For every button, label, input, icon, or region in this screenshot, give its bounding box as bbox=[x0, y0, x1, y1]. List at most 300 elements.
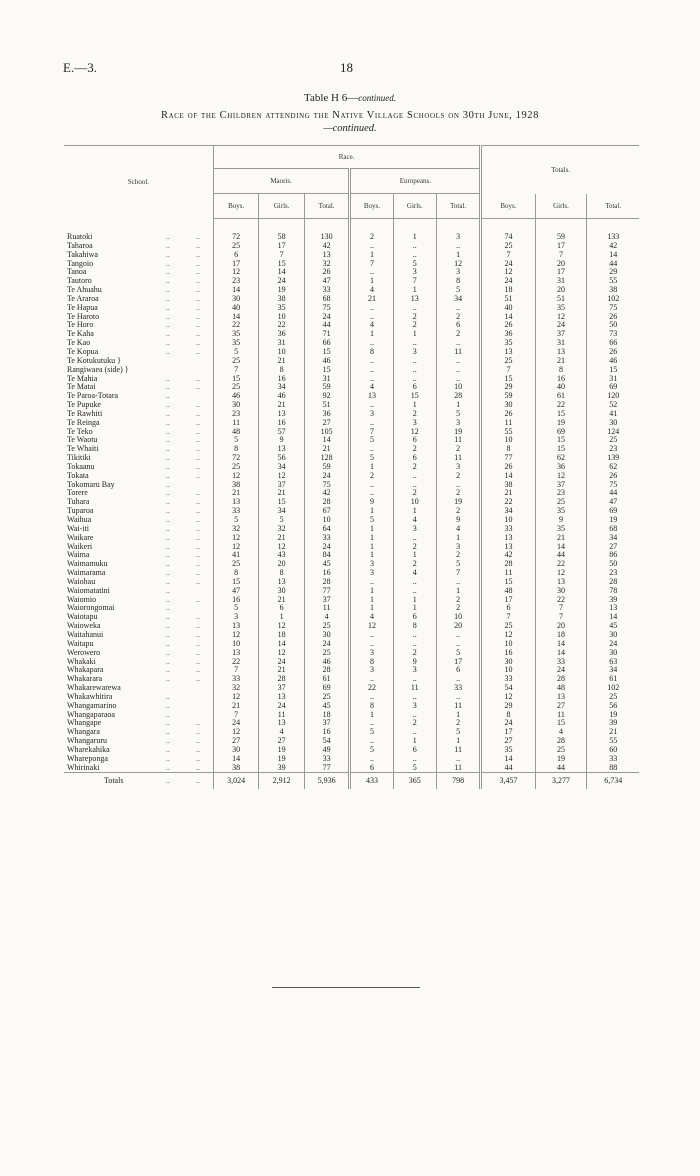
table-title bbox=[0, 92, 700, 104]
leader-dots: .. bbox=[196, 728, 200, 737]
totals-boys: 24 bbox=[481, 277, 535, 286]
maori-total: 54 bbox=[304, 737, 349, 746]
maori-girls: 13 bbox=[259, 445, 304, 454]
leader-dots bbox=[153, 684, 183, 693]
maori-total: 105 bbox=[304, 428, 349, 437]
leader-dots: .. bbox=[165, 259, 170, 268]
european-total: .. bbox=[436, 631, 480, 640]
maori-boys: 38 bbox=[213, 764, 258, 773]
maori-boys: 23 bbox=[213, 277, 258, 286]
totals-total: 30 bbox=[587, 419, 639, 428]
maori-boys: 12 bbox=[213, 268, 258, 277]
table-row bbox=[64, 569, 639, 578]
european-boys: 4 bbox=[350, 383, 393, 392]
european-total: 8 bbox=[436, 277, 480, 286]
totals-girls: 15 bbox=[535, 445, 587, 454]
totals-total: 60 bbox=[587, 746, 639, 755]
leader-dots: .. bbox=[165, 409, 170, 418]
totals-total: 13 bbox=[587, 604, 639, 613]
maori-girls: 24 bbox=[259, 658, 304, 667]
table-row bbox=[64, 596, 639, 605]
totals-boys: 25 bbox=[481, 357, 535, 366]
european-boys: 22 bbox=[350, 684, 393, 693]
totals-girls: 13 bbox=[535, 693, 587, 702]
maori-boys: 13 bbox=[213, 649, 258, 658]
maori-total: 69 bbox=[304, 684, 349, 693]
leader-dots: .. bbox=[165, 498, 170, 507]
european-boys: .. bbox=[350, 304, 393, 313]
maori-boys: 21 bbox=[213, 702, 258, 711]
european-girls: .. bbox=[393, 728, 436, 737]
school-name: Whangamarino bbox=[67, 701, 117, 710]
total-maori-total: 5,936 bbox=[304, 773, 349, 790]
maori-total: 31 bbox=[304, 375, 349, 384]
leader-dots: .. bbox=[165, 728, 170, 737]
maori-total: 33 bbox=[304, 755, 349, 764]
maori-girls: 43 bbox=[259, 551, 304, 560]
european-boys: 3 bbox=[350, 569, 393, 578]
european-total: .. bbox=[436, 339, 480, 348]
maori-boys: 38 bbox=[213, 481, 258, 490]
maori-girls: 5 bbox=[259, 516, 304, 525]
totals-total: 68 bbox=[587, 525, 639, 534]
leader-dots: .. bbox=[196, 401, 200, 410]
leader-dots: .. bbox=[165, 471, 170, 480]
leader-dots: .. bbox=[196, 277, 200, 286]
maori-girls: 7 bbox=[259, 251, 304, 260]
european-total: 1 bbox=[436, 737, 480, 746]
maori-boys: 33 bbox=[213, 507, 258, 516]
leader-dots: .. bbox=[196, 719, 200, 728]
totals-boys: 15 bbox=[481, 375, 535, 384]
european-boys: 12 bbox=[350, 622, 393, 631]
maori-boys: 25 bbox=[213, 242, 258, 251]
totals-boys: 25 bbox=[481, 622, 535, 631]
table-row bbox=[64, 392, 639, 401]
maori-total: 15 bbox=[304, 366, 349, 375]
maori-boys: 30 bbox=[213, 295, 258, 304]
totals-total: 14 bbox=[587, 613, 639, 622]
totals-total: 14 bbox=[587, 251, 639, 260]
maori-boys: 23 bbox=[213, 410, 258, 419]
european-girls: 2 bbox=[393, 321, 436, 330]
totals-boys: 54 bbox=[481, 684, 535, 693]
leader-dots: .. bbox=[196, 551, 200, 560]
totals-total: 34 bbox=[587, 534, 639, 543]
maori-girls: 8 bbox=[259, 569, 304, 578]
totals-total: 41 bbox=[587, 410, 639, 419]
european-total: 5 bbox=[436, 728, 480, 737]
totals-girls: 30 bbox=[535, 587, 587, 596]
maori-total: 21 bbox=[304, 445, 349, 454]
european-girls: 1 bbox=[393, 737, 436, 746]
maori-girls: 19 bbox=[259, 746, 304, 755]
totals-total: 73 bbox=[587, 330, 639, 339]
totals-boys: 13 bbox=[481, 348, 535, 357]
table-row bbox=[64, 746, 639, 755]
european-girls: .. bbox=[393, 304, 436, 313]
european-total: .. bbox=[436, 357, 480, 366]
european-total: 2 bbox=[436, 551, 480, 560]
european-girls: .. bbox=[393, 357, 436, 366]
european-boys: .. bbox=[350, 375, 393, 384]
totals-boys: 10 bbox=[481, 436, 535, 445]
european-boys: 5 bbox=[350, 746, 393, 755]
school-name: Te Horo bbox=[67, 321, 94, 330]
maori-boys: 12 bbox=[213, 693, 258, 702]
totals-girls: 8 bbox=[535, 366, 587, 375]
maori-total: 64 bbox=[304, 525, 349, 534]
totals-total: 120 bbox=[587, 392, 639, 401]
european-girls: 6 bbox=[393, 383, 436, 392]
european-boys: 21 bbox=[350, 295, 393, 304]
totals-boys: 22 bbox=[481, 498, 535, 507]
school-name: Whangape bbox=[67, 719, 102, 728]
european-boys: 7 bbox=[350, 428, 393, 437]
leader-dots: .. bbox=[196, 630, 200, 639]
european-total: 3 bbox=[436, 419, 480, 428]
maori-total: 75 bbox=[304, 481, 349, 490]
european-girls: 6 bbox=[393, 746, 436, 755]
totals-girls: 31 bbox=[535, 339, 587, 348]
leader-dots: .. bbox=[165, 454, 170, 463]
european-boys: 3 bbox=[350, 560, 393, 569]
totals-total: 21 bbox=[587, 728, 639, 737]
maori-boys: 17 bbox=[213, 260, 258, 269]
totals-boys: 14 bbox=[481, 755, 535, 764]
maori-girls: 28 bbox=[259, 675, 304, 684]
maori-total: 77 bbox=[304, 764, 349, 773]
totals-girls: 24 bbox=[535, 666, 587, 675]
totals-girls: 14 bbox=[535, 640, 587, 649]
european-girls: 3 bbox=[393, 348, 436, 357]
totals-boys: 7 bbox=[481, 613, 535, 622]
european-total: 2 bbox=[436, 507, 480, 516]
maori-girls: 16 bbox=[259, 375, 304, 384]
maori-total: 13 bbox=[304, 251, 349, 260]
totals-total: 28 bbox=[587, 578, 639, 587]
maori-boys: 7 bbox=[213, 711, 258, 720]
table-row bbox=[64, 516, 639, 525]
totals-boys: 11 bbox=[481, 419, 535, 428]
leader-dots: .. bbox=[196, 622, 200, 631]
totals-total: 26 bbox=[587, 313, 639, 322]
totals-girls: 11 bbox=[535, 711, 587, 720]
totals-girls: 44 bbox=[535, 551, 587, 560]
leader-dots: .. bbox=[196, 303, 200, 312]
school-name: Waioweka bbox=[67, 622, 101, 631]
school-name: Te Hapua bbox=[67, 303, 98, 312]
totals-total: 39 bbox=[587, 596, 639, 605]
totals-girls: 61 bbox=[535, 392, 587, 401]
leader-dots: .. bbox=[165, 303, 170, 312]
maori-boys: 15 bbox=[213, 375, 258, 384]
european-total: 9 bbox=[436, 516, 480, 525]
totals-girls: 22 bbox=[535, 560, 587, 569]
totals-boys: 12 bbox=[481, 631, 535, 640]
totals-boys: 15 bbox=[481, 578, 535, 587]
totals-girls: 51 bbox=[535, 295, 587, 304]
maori-total: 26 bbox=[304, 268, 349, 277]
european-girls: .. bbox=[393, 587, 436, 596]
totals-girls: 12 bbox=[535, 472, 587, 481]
maori-girls: 21 bbox=[259, 666, 304, 675]
totals-total: 50 bbox=[587, 560, 639, 569]
european-girls: 2 bbox=[393, 719, 436, 728]
leader-dots bbox=[183, 711, 213, 720]
table-row bbox=[64, 649, 639, 658]
maori-girls: 11 bbox=[259, 711, 304, 720]
totals-total: 55 bbox=[587, 737, 639, 746]
school-name: Waiomio bbox=[67, 595, 97, 604]
table-row bbox=[64, 498, 639, 507]
european-total: 19 bbox=[436, 428, 480, 437]
european-girls: 2 bbox=[393, 489, 436, 498]
leader-dots: .. bbox=[165, 737, 170, 746]
european-boys: 3 bbox=[350, 410, 393, 419]
maori-boys: 33 bbox=[213, 675, 258, 684]
european-boys: 5 bbox=[350, 516, 393, 525]
table-row bbox=[64, 728, 639, 737]
totals-total: 78 bbox=[587, 587, 639, 596]
europeans-boys-header: Boys. bbox=[350, 194, 393, 219]
totals-girls: 18 bbox=[535, 631, 587, 640]
school-name: Whangaparaoa bbox=[67, 710, 115, 719]
leader-dots: .. bbox=[196, 445, 200, 454]
school-name: Te Kaha bbox=[67, 330, 94, 339]
maori-boys: 30 bbox=[213, 401, 258, 410]
european-girls: .. bbox=[393, 534, 436, 543]
totals-boys: 11 bbox=[481, 569, 535, 578]
leader-dots: .. bbox=[165, 560, 170, 569]
table-row bbox=[64, 525, 639, 534]
maori-total: 25 bbox=[304, 649, 349, 658]
european-boys: 1 bbox=[350, 711, 393, 720]
leader-dots: .. bbox=[153, 773, 183, 790]
maori-boys: 25 bbox=[213, 463, 258, 472]
maori-boys: 5 bbox=[213, 436, 258, 445]
table-row bbox=[64, 295, 639, 304]
leader-dots: .. bbox=[196, 657, 200, 666]
totals-total: 34 bbox=[587, 666, 639, 675]
maori-boys: 11 bbox=[213, 419, 258, 428]
table-title-text: Table H 6— bbox=[304, 92, 359, 104]
table-row bbox=[64, 436, 639, 445]
leader-dots: .. bbox=[196, 268, 200, 277]
page-number: 18 bbox=[340, 60, 353, 75]
totals-boys: 74 bbox=[481, 233, 535, 242]
european-girls: 2 bbox=[393, 313, 436, 322]
school-name: Taharoa bbox=[67, 241, 93, 250]
leader-dots: .. bbox=[196, 436, 200, 445]
european-girls: 12 bbox=[393, 428, 436, 437]
maori-girls: 36 bbox=[259, 330, 304, 339]
leader-dots: .. bbox=[165, 250, 170, 259]
table-row bbox=[64, 764, 639, 773]
maoris-boys-header: Boys. bbox=[213, 194, 258, 219]
european-total: 34 bbox=[436, 295, 480, 304]
european-girls: 15 bbox=[393, 392, 436, 401]
european-boys: 1 bbox=[350, 507, 393, 516]
maori-total: 28 bbox=[304, 498, 349, 507]
leader-dots: .. bbox=[165, 507, 170, 516]
leader-dots: .. bbox=[165, 339, 170, 348]
totals-total: 124 bbox=[587, 428, 639, 437]
totals-boys: 26 bbox=[481, 321, 535, 330]
caption-text: Race of the Children attending the Native Village Schools on 30th June, 1928 bbox=[161, 110, 539, 121]
caption-continued: —continued. bbox=[323, 123, 377, 134]
european-boys: 3 bbox=[350, 666, 393, 675]
leader-dots: .. bbox=[165, 639, 170, 648]
totals-total: 69 bbox=[587, 383, 639, 392]
european-girls: 6 bbox=[393, 436, 436, 445]
european-boys: 6 bbox=[350, 764, 393, 773]
maori-girls: 6 bbox=[259, 604, 304, 613]
european-girls: .. bbox=[393, 711, 436, 720]
totals-girls: 13 bbox=[535, 578, 587, 587]
european-boys: .. bbox=[350, 719, 393, 728]
school-name: Tuhara bbox=[67, 498, 90, 507]
european-total: 10 bbox=[436, 613, 480, 622]
leader-dots: .. bbox=[165, 754, 170, 763]
school-name: Te Whaiti bbox=[67, 445, 99, 454]
leader-dots bbox=[183, 392, 213, 401]
maori-girls: 35 bbox=[259, 304, 304, 313]
european-total: 1 bbox=[436, 251, 480, 260]
leader-dots: .. bbox=[165, 392, 170, 401]
table-row bbox=[64, 666, 639, 675]
totals-boys: 14 bbox=[481, 313, 535, 322]
totals-girls: 25 bbox=[535, 498, 587, 507]
european-total: 2 bbox=[436, 489, 480, 498]
maori-total: 4 bbox=[304, 613, 349, 622]
totals-girls: 22 bbox=[535, 401, 587, 410]
european-total: 7 bbox=[436, 569, 480, 578]
leader-dots: .. bbox=[165, 374, 170, 383]
totals-total: 69 bbox=[587, 507, 639, 516]
european-girls: 1 bbox=[393, 596, 436, 605]
european-boys: .. bbox=[350, 578, 393, 587]
leader-dots: .. bbox=[196, 418, 200, 427]
maori-girls: 17 bbox=[259, 242, 304, 251]
totals-boys: 26 bbox=[481, 463, 535, 472]
leader-dots: .. bbox=[165, 462, 170, 471]
maori-girls: 34 bbox=[259, 463, 304, 472]
maori-total: 68 bbox=[304, 295, 349, 304]
maori-total: 44 bbox=[304, 321, 349, 330]
european-boys: .. bbox=[350, 755, 393, 764]
totals-girls: 37 bbox=[535, 330, 587, 339]
table-row bbox=[64, 578, 639, 587]
european-total: 5 bbox=[436, 649, 480, 658]
maori-girls: 20 bbox=[259, 560, 304, 569]
european-total: 20 bbox=[436, 622, 480, 631]
totals-row bbox=[64, 773, 639, 790]
european-boys: .. bbox=[350, 339, 393, 348]
maori-total: 33 bbox=[304, 286, 349, 295]
leader-dots: .. bbox=[196, 675, 200, 684]
european-boys: 1 bbox=[350, 543, 393, 552]
totals-boys: 7 bbox=[481, 251, 535, 260]
grand-total-girls: 3,277 bbox=[535, 773, 587, 790]
leader-dots: .. bbox=[165, 277, 170, 286]
leader-dots: .. bbox=[165, 489, 170, 498]
maori-girls: 15 bbox=[259, 260, 304, 269]
maori-boys: 25 bbox=[213, 560, 258, 569]
school-name: Waiorongomai bbox=[67, 604, 115, 613]
table-row bbox=[64, 313, 639, 322]
leader-dots: .. bbox=[165, 763, 170, 772]
leader-dots: .. bbox=[196, 321, 200, 330]
totals-girls: 14 bbox=[535, 649, 587, 658]
table-row bbox=[64, 233, 639, 242]
maori-girls: 13 bbox=[259, 719, 304, 728]
european-girls: .. bbox=[393, 242, 436, 251]
table-row bbox=[64, 702, 639, 711]
maori-girls: 21 bbox=[259, 357, 304, 366]
totals-boys: 24 bbox=[481, 719, 535, 728]
school-name: Tokaanu bbox=[67, 462, 95, 471]
leader-dots: .. bbox=[196, 347, 200, 356]
european-boys: 1 bbox=[350, 277, 393, 286]
leader-dots: .. bbox=[165, 445, 170, 454]
school-name: Whirinaki bbox=[67, 763, 100, 772]
totals-girls: 35 bbox=[535, 304, 587, 313]
totals-total: 30 bbox=[587, 631, 639, 640]
totals-boys: 18 bbox=[481, 286, 535, 295]
totals-girls: 7 bbox=[535, 613, 587, 622]
european-boys: 5 bbox=[350, 454, 393, 463]
leader-dots: .. bbox=[196, 763, 200, 772]
maori-boys: 14 bbox=[213, 313, 258, 322]
school-name: Wai-iti bbox=[67, 524, 90, 533]
maori-girls: 39 bbox=[259, 764, 304, 773]
school-name: Whakaki bbox=[67, 657, 96, 666]
maori-boys: 10 bbox=[213, 640, 258, 649]
european-boys: 3 bbox=[350, 649, 393, 658]
european-girls: 1 bbox=[393, 401, 436, 410]
maori-boys: 25 bbox=[213, 357, 258, 366]
leader-dots bbox=[183, 702, 213, 711]
maori-boys: 72 bbox=[213, 233, 258, 242]
totals-girls: 21 bbox=[535, 534, 587, 543]
school-name: Tokata bbox=[67, 471, 89, 480]
leader-dots: .. bbox=[165, 233, 170, 241]
school-name: Whareponga bbox=[67, 754, 108, 763]
totals-total: 31 bbox=[587, 375, 639, 384]
european-total: 1 bbox=[436, 587, 480, 596]
maori-boys: 3 bbox=[213, 613, 258, 622]
totals-boys: 35 bbox=[481, 339, 535, 348]
maori-girls: 13 bbox=[259, 693, 304, 702]
totals-boys: 10 bbox=[481, 666, 535, 675]
european-girls: .. bbox=[393, 251, 436, 260]
maori-boys: 14 bbox=[213, 755, 258, 764]
maori-girls: 24 bbox=[259, 277, 304, 286]
school-name: Waihua bbox=[67, 516, 92, 524]
leader-dots: .. bbox=[196, 471, 200, 480]
totals-boys: 27 bbox=[481, 737, 535, 746]
maori-girls: 12 bbox=[259, 622, 304, 631]
european-boys: 4 bbox=[350, 321, 393, 330]
european-boys: .. bbox=[350, 693, 393, 702]
totals-girls: 12 bbox=[535, 569, 587, 578]
european-total: 2 bbox=[436, 330, 480, 339]
maori-girls: 4 bbox=[259, 728, 304, 737]
maori-total: 46 bbox=[304, 357, 349, 366]
table-row bbox=[64, 260, 639, 269]
leader-dots bbox=[183, 481, 213, 490]
